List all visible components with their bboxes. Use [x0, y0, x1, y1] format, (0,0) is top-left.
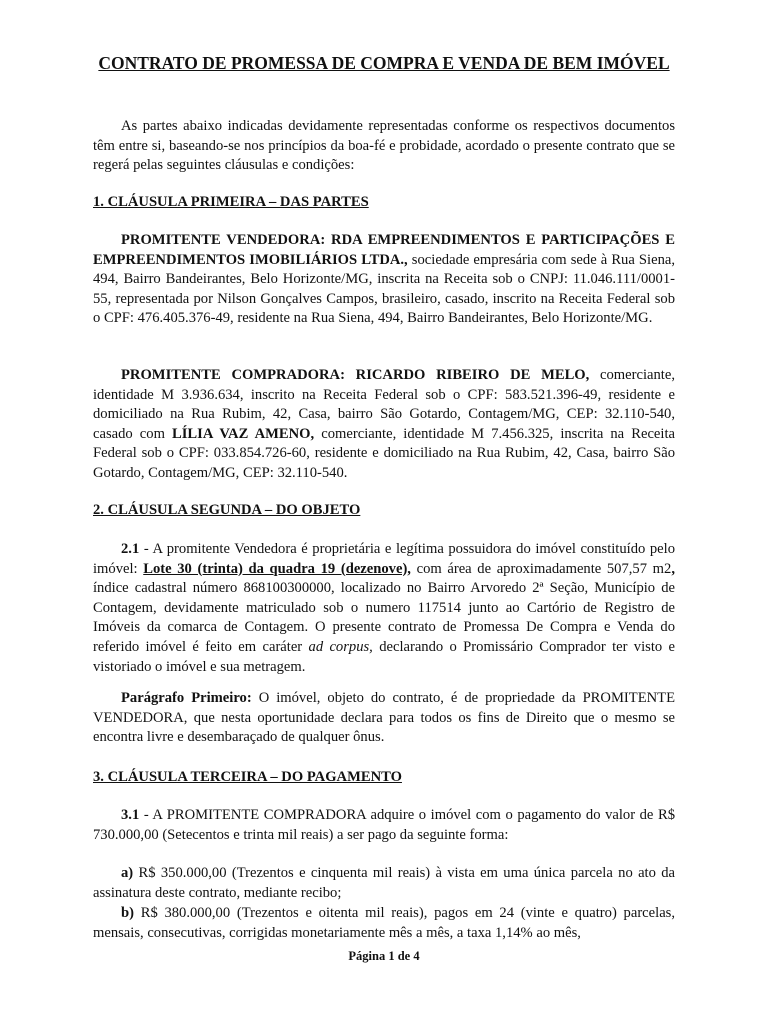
seller-paragraph	[93, 231, 675, 329]
seller-label: PROMITENTE VENDEDORA: RDA EMPREENDIMENTOS E PARTICIPAÇÕES E EMPREENDIMENTOS IMOBILIÁRIOS LTDA.,	[93, 232, 675, 268]
paragraph-primeiro-text: O imóvel, objeto do contrato, é de propriedade da PROMITENTE VENDEDORA, que nesta oportunidade declara para todos os fins de Direito que o mesmo se encontra livre e desembaraçado de qualquer ônus.	[93, 690, 675, 746]
ad-corpus-term: ad corpus,	[308, 638, 373, 655]
object-comma: ,	[671, 560, 675, 577]
seller-details: sociedade empresária com sede à Rua Siena, 494, Bairro Bandeirantes, Belo Horizonte/MG, inscrita na Receita sob o CNPJ: 11.046.111/0001-55, representada por Nilson Gonçalves Campos, brasileiro, casado, inscrito na Receita Federal sob o CPF: 476.405.376-49, residente na Rua Siena, 494, Bairro Bandeirantes, Belo Horizonte/MG.	[93, 251, 675, 327]
spouse-name: LÍLIA VAZ AMENO,	[172, 425, 315, 442]
buyer-details: comerciante, identidade M 3.936.634, inscrito na Receita Federal sob o CPF: 583.521.396-49, residente e domiciliado na Rua Rubim, 42, Casa, bairro São Gotardo, Contagem/MG, CEP: 32.110-540, casado com	[93, 367, 675, 442]
buyer-label: PROMITENTE COMPRADORA: RICARDO RIBEIRO DE MELO,	[121, 367, 590, 383]
paragraph-primeiro	[93, 689, 675, 748]
payment-item-a-text: R$ 350.000,00 (Trezentos e cinquenta mil reais) à vista em uma única parcela no ato da assinatura deste contrato, mediante recibo;	[93, 865, 675, 901]
payment-text: - A PROMITENTE COMPRADORA adquire o imóvel com o pagamento do valor de R$ 730.000,00 (Setecentos e trinta mil reais) a ser pago da seguinte forma:	[93, 807, 675, 843]
payment-item-a-label: a)	[121, 865, 134, 881]
item-2-1-number: 2.1	[121, 541, 140, 557]
clause-2-heading: 2. CLÁUSULA SEGUNDA – DO OBJETO	[93, 502, 361, 518]
object-text-4: declarando o Promissário Comprador ter visto e vistoriado o imóvel e sua metragem.	[93, 638, 676, 675]
intro-paragraph: As partes abaixo indicadas devidamente representadas conforme os respectivos documentos têm entre si, baseando-se nos princípios da boa-fé e probidade, acordado o presente contrato que se regerá pelas seguintes cláusulas e condições:	[93, 118, 675, 174]
payment-paragraph	[93, 806, 675, 845]
lot-identifier: Lote 30 (trinta) da quadra 19 (dezenove),	[143, 560, 411, 577]
payment-item-b-label: b)	[121, 905, 134, 921]
object-text-2: com área de aproximadamente 507,57 m2	[410, 560, 672, 577]
document-title: CONTRATO DE PROMESSA DE COMPRA E VENDA DE BEM IMÓVEL	[98, 53, 670, 73]
clause-1-heading: 1. CLÁUSULA PRIMEIRA – DAS PARTES	[93, 194, 369, 210]
paragraph-primeiro-label: Parágrafo Primeiro:	[121, 690, 252, 706]
object-paragraph	[93, 540, 675, 677]
item-3-1-number: 3.1	[121, 807, 140, 823]
payment-item-b-text: R$ 380.000,00 (Trezentos e oitenta mil reais), pagos em 24 (vinte e quatro) parcelas, mensais, consecutivas, corrigidas monetariamente mês a mês, a taxa 1,14% ao mês,	[93, 905, 675, 941]
payment-item-b	[93, 904, 675, 943]
buyer-paragraph	[93, 366, 675, 484]
object-text-1: - A promitente Vendedora é proprietária e legítima possuidora do imóvel constituído pelo imóvel:	[93, 541, 675, 577]
spouse-details: comerciante, identidade M 7.456.325, inscrita na Receita Federal sob o CPF: 033.854.726-60, residente e domiciliado na Rua Rubim, 42, Casa, bairro São Gotardo, Contagem/MG, CEP: 32.110-540.	[93, 425, 675, 481]
page-number-footer: Página 1 de 4	[348, 949, 420, 963]
object-text-3: índice cadastral número 868100300000, localizado no Bairro Arvoredo 2ª Seção, Município de Contagem, devidamente matriculado sob o numero 117514 junto ao Cartório de Registro de Imóveis da comarca de Contagem. O presente contrato de Promessa De Compra e Venda do referido imóvel é feito em caráter	[93, 580, 675, 655]
payment-item-a	[93, 864, 675, 903]
clause-3-heading: 3. CLÁUSULA TERCEIRA – DO PAGAMENTO	[93, 769, 402, 785]
